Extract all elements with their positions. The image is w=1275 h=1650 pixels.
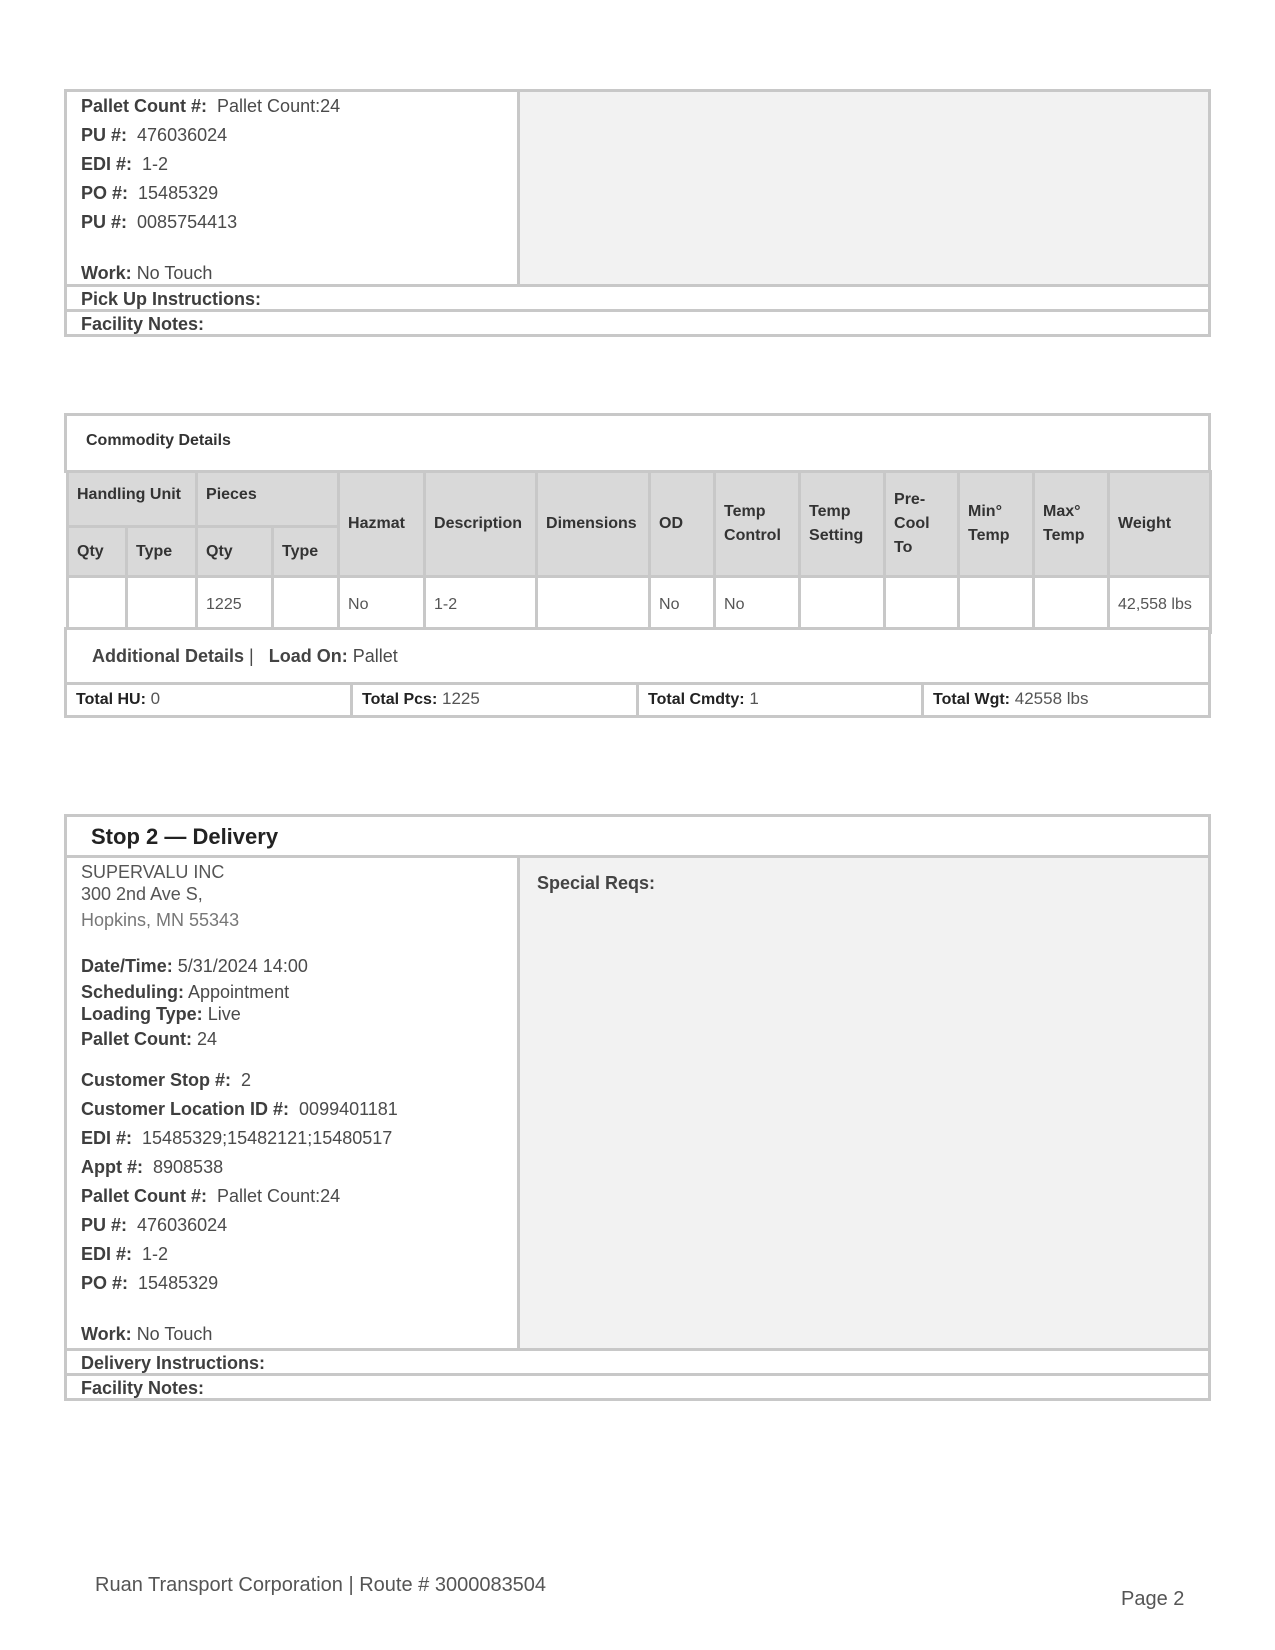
cell-min-temp xyxy=(959,577,1034,633)
stop1-pickup-instructions-row xyxy=(64,284,1211,312)
address-line: 300 2nd Ave S, xyxy=(81,884,203,904)
stop1-right-panel xyxy=(520,92,1208,284)
header-pre-cool-to: Pre-Cool To xyxy=(885,472,959,577)
header-dimensions: Dimensions xyxy=(537,472,650,577)
footer-route: Ruan Transport Corporation | Route # 3000083504 xyxy=(95,1574,547,1596)
cell-temp-setting xyxy=(800,577,885,633)
additional-details-label: Additional Details xyxy=(92,646,245,666)
additional-details-line xyxy=(92,646,398,667)
total-cmdty: Total Cmdty: 1 xyxy=(648,689,759,708)
cell-weight: 42,558 lbs xyxy=(1109,577,1211,633)
additional-details-row xyxy=(64,627,1211,685)
stop2-column-divider xyxy=(517,858,520,1348)
edi-number-2: EDI #: 1-2 xyxy=(81,1244,169,1264)
stop1-column-divider xyxy=(517,92,520,284)
commodity-title: Commodity Details xyxy=(86,432,231,449)
stop2-header xyxy=(64,814,1211,858)
header-hu-qty: Qty xyxy=(68,527,127,577)
commodity-title-row xyxy=(64,413,1211,473)
company-name: SUPERVALU INC xyxy=(81,862,225,882)
header-temp-control: Temp Control xyxy=(715,472,800,577)
header-od: OD xyxy=(650,472,715,577)
customer-location-id: Customer Location ID #: 0099401181 xyxy=(81,1099,398,1119)
load-on-label: Load On: xyxy=(268,646,348,666)
cell-description: 1-2 xyxy=(425,577,537,633)
header-weight: Weight xyxy=(1109,472,1211,577)
loading-type: Loading Type: Live xyxy=(81,1004,241,1024)
cell-pcs-type xyxy=(273,577,339,633)
total-wgt: Total Wgt: 42558 lbs xyxy=(933,689,1089,708)
stop2-right-panel xyxy=(520,858,1208,1348)
cell-od: No xyxy=(650,577,715,633)
pu-number: PU #: 476036024 xyxy=(81,1215,228,1235)
header-hu-type: Type xyxy=(127,527,197,577)
header-temp-setting: Temp Setting xyxy=(800,472,885,577)
header-pcs-qty: Qty xyxy=(197,527,273,577)
cell-pcs-qty: 1225 xyxy=(197,577,273,633)
appt-number: Appt #: 8908538 xyxy=(81,1157,224,1177)
po-number: PO #: 15485329 xyxy=(81,1273,219,1293)
cell-pre-cool-to xyxy=(885,577,959,633)
delivery-instructions-row xyxy=(64,1348,1211,1376)
stop2-title: Stop 2 — Delivery xyxy=(91,824,279,849)
cell-hu-qty xyxy=(68,577,127,633)
pallet-count: Pallet Count: 24 xyxy=(81,1029,218,1049)
stop1-pallet-count: Pallet Count #: Pallet Count:24 xyxy=(81,96,341,116)
header-max-temp: Max° Temp xyxy=(1034,472,1109,577)
stop2-details-box xyxy=(64,855,1211,1351)
special-reqs-label: Special Reqs: xyxy=(537,873,656,893)
totals-row xyxy=(64,682,1211,718)
pallet-count-number: Pallet Count #: Pallet Count:24 xyxy=(81,1186,341,1206)
cell-max-temp xyxy=(1034,577,1109,633)
footer-page-number: Page 2 xyxy=(1121,1588,1185,1610)
cell-hu-type xyxy=(127,577,197,633)
cell-temp-control: No xyxy=(715,577,800,633)
stop1-edi-number: EDI #: 1-2 xyxy=(81,154,169,174)
header-description: Description xyxy=(425,472,537,577)
stop2-facility-notes-row xyxy=(64,1373,1211,1401)
cell-hazmat: No xyxy=(339,577,425,633)
customer-stop: Customer Stop #: 2 xyxy=(81,1070,252,1090)
edi-number: EDI #: 15485329;15482121;15480517 xyxy=(81,1128,393,1148)
separator: | xyxy=(249,646,254,666)
stop1-details-box xyxy=(64,89,1211,287)
stop1-facility-notes-row xyxy=(64,309,1211,337)
facility-notes-label: Facility Notes: xyxy=(81,314,205,334)
delivery-instructions-label: Delivery Instructions: xyxy=(81,1353,266,1373)
load-on-value: Pallet xyxy=(352,646,398,666)
commodity-table xyxy=(66,470,1212,634)
date-time: Date/Time: 5/31/2024 14:00 xyxy=(81,956,308,976)
stop1-pu-number-2: PU #: 0085754413 xyxy=(81,212,238,232)
city-state-zip: Hopkins, MN 55343 xyxy=(81,910,240,930)
pickup-instructions-label: Pick Up Instructions: xyxy=(81,289,262,309)
stop1-work: Work: No Touch xyxy=(81,263,213,283)
header-min-temp: Min° Temp xyxy=(959,472,1034,577)
scheduling: Scheduling: Appointment xyxy=(81,982,290,1002)
header-pcs-type: Type xyxy=(273,527,339,577)
totals-divider-2 xyxy=(636,685,639,715)
header-pieces: Pieces xyxy=(197,472,339,527)
stop1-po-number: PO #: 15485329 xyxy=(81,183,219,203)
cell-dimensions xyxy=(537,577,650,633)
table-row xyxy=(68,577,1211,633)
header-handling-unit: Handling Unit xyxy=(68,472,197,527)
totals-divider-3 xyxy=(921,685,924,715)
total-pcs: Total Pcs: 1225 xyxy=(362,689,480,708)
total-hu: Total HU: 0 xyxy=(76,689,161,708)
header-hazmat: Hazmat xyxy=(339,472,425,577)
totals-divider-1 xyxy=(350,685,353,715)
stop1-pu-number: PU #: 476036024 xyxy=(81,125,228,145)
stop2-facility-notes-label: Facility Notes: xyxy=(81,1378,205,1398)
work: Work: No Touch xyxy=(81,1324,213,1344)
